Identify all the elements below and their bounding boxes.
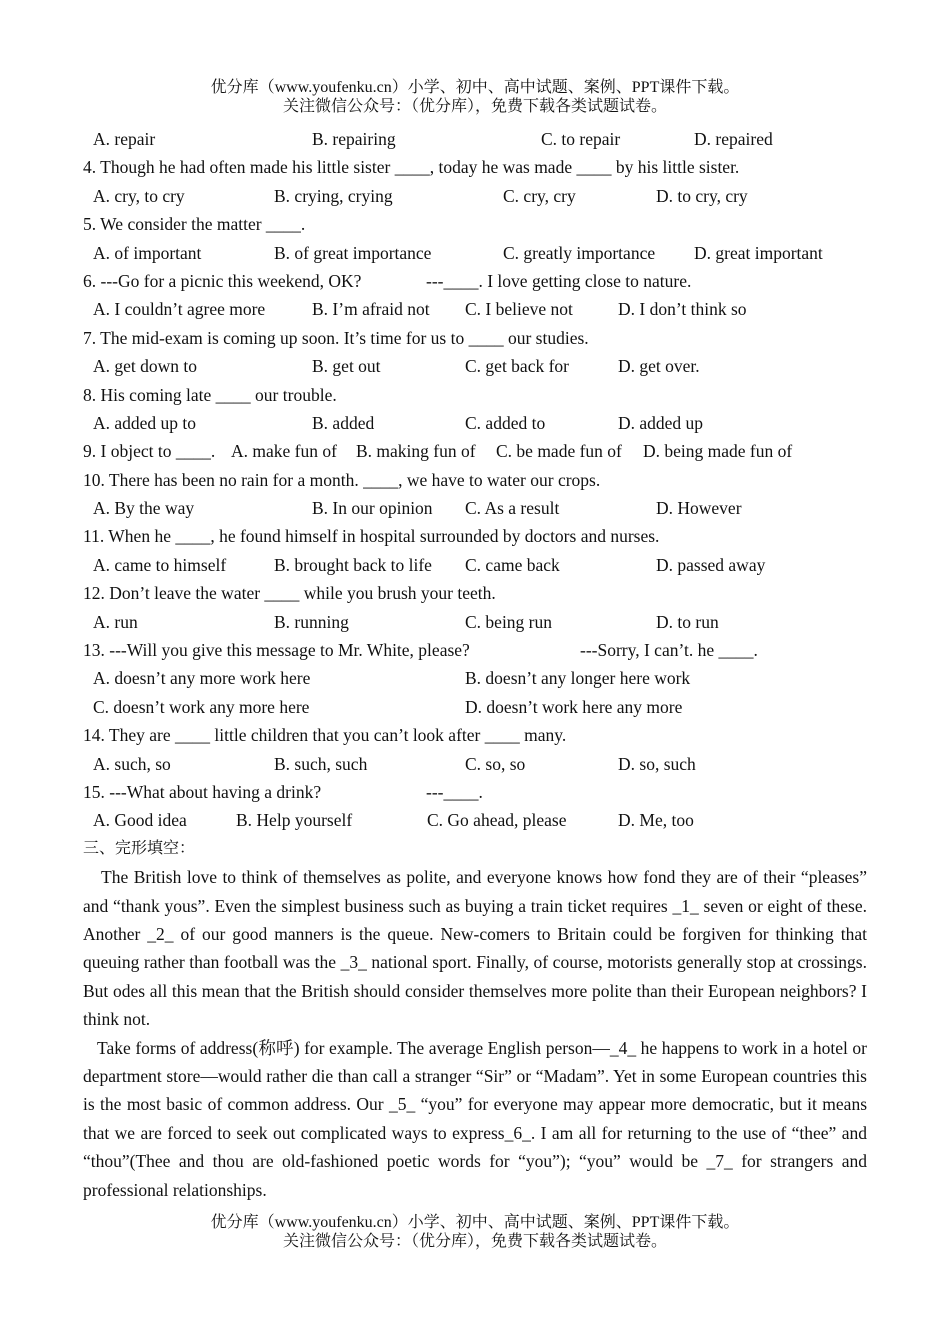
q4-option-d: D. to cry, cry: [656, 185, 748, 206]
q11-option-a: A. came to himself: [93, 554, 227, 575]
q8-stem: 8. His coming late ____ our trouble.: [83, 384, 337, 405]
q8-options: [83, 409, 867, 437]
q6-question: 6. ---Go for a picnic this weekend, OK?: [83, 270, 362, 291]
q13-option-a: A. doesn’t any more work here: [93, 668, 311, 689]
q9-option-b: B. making fun of: [356, 441, 476, 462]
q12-stem: 12. Don’t leave the water ____ while you brush your teeth.: [83, 583, 496, 604]
q9-option-c: C. be made fun of: [496, 441, 622, 462]
q15-option-b: B. Help yourself: [236, 810, 353, 831]
q6-option-a: A. I couldn’t agree more: [93, 299, 266, 320]
q5-option-a: A. of important: [93, 242, 202, 263]
q7-stem: 7. The mid-exam is coming up soon. It’s time for us to ____ our studies.: [83, 327, 589, 348]
q13-option-b: B. doesn’t any longer here work: [465, 668, 691, 689]
q7-option-b: B. get out: [312, 356, 381, 377]
q8-option-c: C. added to: [465, 412, 546, 433]
q3-option-c: C. to repair: [541, 129, 621, 149]
q14-option-b: B. such, such: [274, 753, 368, 774]
q5-option-d: D. great important: [694, 242, 823, 263]
q7-option-c: C. get back for: [465, 356, 569, 377]
section-3-title: 三、完形填空：: [83, 839, 196, 857]
exam-content: [83, 125, 867, 1204]
q4-stem: 4. Though he had often made his little sister ____, today he was made ____ by his little sister.: [83, 157, 740, 178]
q14-option-c: C. so, so: [465, 753, 526, 774]
q13-question: 13. ---Will you give this message to Mr. White, please?: [83, 640, 470, 661]
q5-options: [83, 239, 867, 267]
q15-option-c: C. Go ahead, please: [427, 810, 567, 831]
q10-options: [83, 494, 867, 522]
header-line-2: 关注微信公众号：（优分库），免费下载各类试题试卷。: [282, 98, 667, 115]
q12-option-c: C. being run: [465, 611, 553, 632]
q15-options: [83, 806, 867, 834]
q15-option-a: A. Good idea: [93, 810, 187, 831]
q14-option-a: A. such, so: [93, 753, 171, 774]
header-line-1: 优分库（www.youfenku.cn）小学、初中、高中试题、案例、PPT课件下载。: [210, 79, 740, 96]
q3-options: [83, 125, 867, 153]
footer-line-2: 关注微信公众号：（优分库），免费下载各类试题试卷。: [282, 1233, 667, 1250]
q10-option-d: D. However: [656, 498, 742, 519]
q6-option-c: C. I believe not: [465, 299, 573, 320]
q6-option-b: B. I’m afraid not: [312, 299, 430, 320]
q11-option-b: B. brought back to life: [274, 554, 432, 575]
q14-option-d: D. so, such: [618, 753, 696, 774]
footer-line-1: 优分库（www.youfenku.cn）小学、初中、高中试题、案例、PPT课件下载。: [210, 1214, 740, 1231]
cloze-paragraph-1: The British love to think of themselves as polite, and everyone knows how fond they are of their “pleases” and “thank yous”. Even the simplest business such as buying a train ticket requires _1_ seven or eight of these. Another _2_ of our good manners is the queue. New-comers to Britain could be forgiven for thinking that queuing rather than football was the _3_ national sport. Finally, of course, motorists generally stop at crossings. But odes all this mean that the British should consider themselves more polite than their European neighbors? I think not.: [83, 867, 867, 1030]
q8-option-a: A. added up to: [93, 412, 197, 433]
q3-option-b: B. repairing: [312, 129, 396, 149]
q5-stem: 5. We consider the matter ____.: [83, 214, 306, 235]
q11-option-d: D. passed away: [656, 554, 766, 575]
q13-stem: [83, 636, 867, 664]
q7-option-a: A. get down to: [93, 356, 198, 377]
q13-option-d: D. doesn’t work here any more: [465, 696, 683, 717]
q13-option-c: C. doesn’t work any more here: [93, 696, 310, 717]
q15-stem: [83, 778, 867, 806]
q12-option-d: D. to run: [656, 611, 719, 632]
q13-options-row2: [83, 693, 867, 721]
q8-option-d: D. added up: [618, 412, 704, 433]
q6-stem: [83, 267, 867, 295]
q6-option-d: D. I don’t think so: [618, 299, 747, 320]
q12-option-a: A. run: [93, 611, 138, 632]
page-footer: [0, 1213, 950, 1251]
q4-option-b: B. crying, crying: [274, 185, 393, 206]
q14-options: [83, 750, 867, 778]
q15-question: 15. ---What about having a drink?: [83, 781, 322, 802]
q9-option-d: D. being made fun of: [643, 441, 793, 462]
q10-option-a: A. By the way: [93, 498, 195, 519]
q6-response: ---____. I love getting close to nature.: [426, 270, 692, 291]
q11-options: [83, 551, 867, 579]
q13-options-row1: [83, 664, 867, 692]
q10-stem: 10. There has been no rain for a month. ____, we have to water our crops.: [83, 469, 601, 490]
q6-options: [83, 295, 867, 323]
q7-options: [83, 352, 867, 380]
q12-option-b: B. running: [274, 611, 349, 632]
q8-option-b: B. added: [312, 412, 375, 433]
q15-response: ---____.: [426, 781, 483, 802]
cloze-paragraph-2: Take forms of address(称呼) for example. The average English person—_4_ he happens to work in a hotel or department store—would rather die than call a stranger “Sir” or “Madam”. Yet in some European countries this is the most basic of common address. Our _5_ “you” for everyone may appear more democratic, but it means that we are forced to seek out complicated ways to express_6_. I am all for returning to the use of “thee” and “thou”(Thee and thou are old-fashioned poetic words for “you”); “you” would be _7_ for strangers and professional relationships.: [83, 1037, 867, 1200]
q13-response: ---Sorry, I can’t. he ____.: [580, 640, 758, 661]
q14-stem: 14. They are ____ little children that you can’t look after ____ many.: [83, 725, 567, 746]
q4-option-a: A. cry, to cry: [93, 185, 185, 206]
q3-option-d: D. repaired: [694, 129, 773, 149]
q11-option-c: C. came back: [465, 554, 560, 575]
q7-option-d: D. get over.: [618, 356, 700, 377]
q10-option-b: B. In our opinion: [312, 498, 433, 519]
q4-options: [83, 182, 867, 210]
q10-option-c: C. As a result: [465, 498, 560, 519]
q3-option-a: A. repair: [93, 129, 156, 149]
q12-options: [83, 608, 867, 636]
q5-option-b: B. of great importance: [274, 242, 432, 263]
q5-option-c: C. greatly importance: [503, 242, 656, 263]
q9-option-a: A. make fun of: [231, 441, 337, 462]
page-header: [0, 78, 950, 116]
q9-stem: 9. I object to ____.: [83, 441, 216, 462]
q9-line: [83, 437, 867, 465]
q15-option-d: D. Me, too: [618, 810, 694, 831]
q4-option-c: C. cry, cry: [503, 185, 576, 206]
q11-stem: 11. When he ____, he found himself in hospital surrounded by doctors and nurses.: [83, 526, 660, 547]
